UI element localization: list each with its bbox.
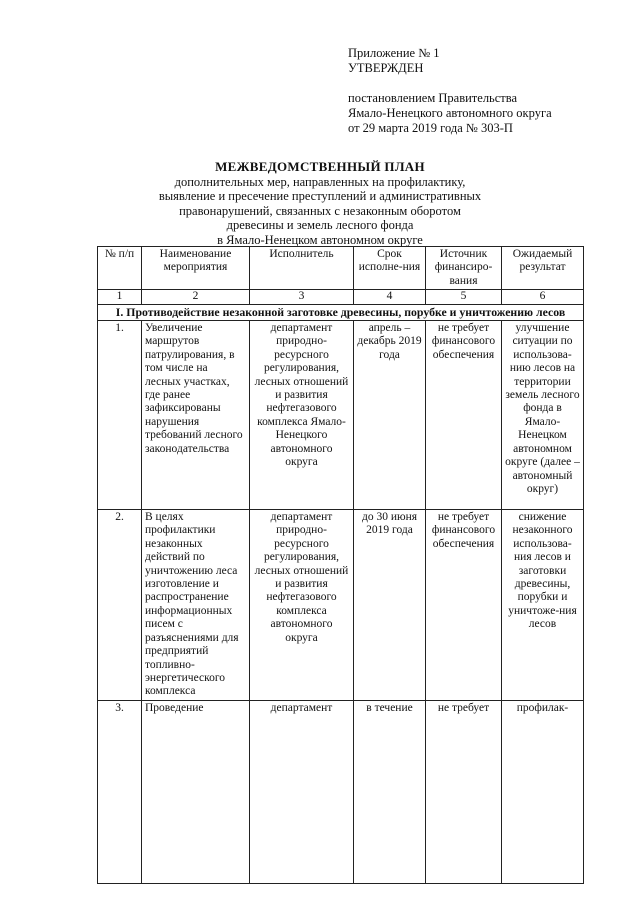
approval-by-line: Ямало-Ненецкого автономного округа — [348, 106, 552, 120]
term: в течение — [354, 700, 426, 883]
title-main: МЕЖВЕДОМСТВЕННЫЙ ПЛАН — [215, 159, 425, 174]
row-number: 3. — [98, 700, 142, 883]
table-row — [98, 510, 584, 701]
header-cell: № п/п — [98, 247, 142, 290]
funding-source: не требует — [426, 700, 502, 883]
plan-table — [97, 246, 584, 884]
funding-source: не требует финансового обеспечения — [426, 510, 502, 701]
activity-name: Увеличение маршрутов патрулирования, в том числе на лесных участках, где ранее зафиксированы нарушения требований лесного законодательства — [142, 321, 250, 510]
document-title — [150, 160, 490, 247]
section-row — [98, 304, 584, 320]
column-number: 6 — [502, 290, 584, 304]
column-number: 2 — [142, 290, 250, 304]
table-row — [98, 321, 584, 510]
expected-result: улучшение ситуации по использова-нию лесов на территории земель лесного фонда в Ямало-Ненецком автономном округе (далее – автономный округ) — [502, 321, 584, 510]
title-line: в Ямало-Ненецком автономном округе — [217, 232, 423, 247]
column-number-row — [98, 290, 584, 304]
executor: департамент природно-ресурсного регулирования, лесных отношений и развития нефтегазового комплекса Ямало-Ненецкого автономного округа — [250, 321, 354, 510]
appendix-label: Приложение № 1 — [348, 46, 440, 60]
column-number: 1 — [98, 290, 142, 304]
expected-result: профилак- — [502, 700, 584, 883]
activity-name: В целях профилактики незаконных действий по уничтожению леса изготовление и распространение информационных писем с разъяснениями для предприятий топливно-энергетического комплекса — [142, 510, 250, 701]
title-line: правонарушений, связанных с незаконным оборотом — [179, 203, 461, 218]
title-line: дополнительных мер, направленных на профилактику, — [174, 174, 466, 189]
approval-date-line: от 29 марта 2019 года № 303-П — [348, 121, 513, 135]
table-header-row — [98, 247, 584, 290]
expected-result: снижение незаконного использова-ния лесов и заготовки древесины, порубки и уничтоже-ния лесов — [502, 510, 584, 701]
table-row — [98, 700, 584, 883]
approval-by-line: постановлением Правительства — [348, 91, 518, 105]
header-cell: Ожидаемый результат — [502, 247, 584, 290]
executor: департамент природно-ресурсного регулирования, лесных отношений и развития нефтегазового комплекса автономного округа — [250, 510, 354, 701]
term: до 30 июня 2019 года — [354, 510, 426, 701]
title-line: выявление и пресечение преступлений и административных — [158, 189, 482, 203]
column-number: 4 — [354, 290, 426, 304]
row-number: 1. — [98, 321, 142, 510]
header-cell: Срок исполне-ния — [354, 247, 426, 290]
column-number: 3 — [250, 290, 354, 304]
title-line: древесины и земель лесного фонда — [226, 218, 414, 232]
header-cell: Исполнитель — [250, 247, 354, 290]
section-heading: I. Противодействие незаконной заготовке древесины, порубке и уничтожению лесов — [98, 304, 584, 320]
activity-name: Проведение — [142, 700, 250, 883]
column-number: 5 — [426, 290, 502, 304]
approved-label: УТВЕРЖДЕН — [348, 61, 424, 75]
row-number: 2. — [98, 510, 142, 701]
term: апрель – декабрь 2019 года — [354, 321, 426, 510]
funding-source: не требует финансового обеспечения — [426, 321, 502, 510]
header-cell: Источник финансиро-вания — [426, 247, 502, 290]
executor: департамент — [250, 700, 354, 883]
approval-stamp — [348, 46, 552, 136]
header-cell: Наименование мероприятия — [142, 247, 250, 290]
